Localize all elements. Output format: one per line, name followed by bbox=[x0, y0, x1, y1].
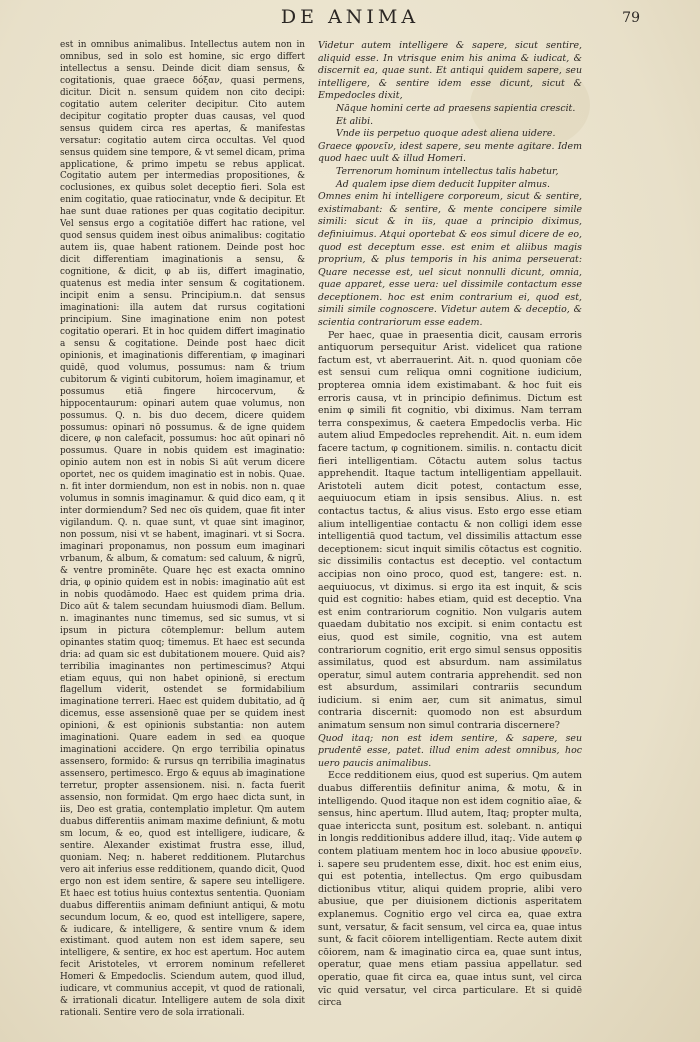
verse-line: Nāque homini certe ad praesens sapientia crescit. bbox=[336, 102, 576, 114]
verse-line: Terrenorum hominum intellectus talis habetur, bbox=[336, 165, 559, 177]
verse-line: Et alibi. bbox=[336, 115, 374, 127]
aristotle-text: Quod itaq; non est idem sentire, & sapere, seu prudentē esse, patet. illud enim adest omnibus, hoc uero paucis animalibus. bbox=[318, 732, 582, 769]
verse-line: Ad qualem ipse diem deducit Iuppiter almus. bbox=[336, 178, 550, 190]
page-header bbox=[0, 6, 700, 32]
aristotle-text: Videtur autem intelligere & sapere, sicut sentire, aliquid esse. In vtrisque enim his anima & iudicat, & discernit ea, quae sunt. Et antiqui quidem sapere, seu intelligere, & sentire idem esse dicunt, sicut & Empedocles dixit, bbox=[318, 40, 582, 102]
commentary-paragraph: est in omnibus animalibus. Intellectus autem non in omnibus, sed in solo est homine, sic ergo differt intellectus a sensu. Deinde dicit diam sensus, & cogitationis, quae graece δόξαν, quasi permens, dicitur. Dicit n. sensum quidem non cito decipi: cogitatio autem celeriter decipitur. Cito autem decipitur cogitatio propter duas causas, vel quod sensus quidem circa res apertas, & manifestas versatur: cogitatio autem circa occultas. Vel quod sensus quidem sine tempore, & vt semel dicam, prima applicatione, & primo impetu se rebus applicat. Cogitatio autem per intermedias propositiones, & coclusiones, ex quibus solet deceptio fieri. Sola est enim cogitatio, quae ratiocinatur, vnde & decipitur. Et hae sunt duae rationes per quas cogitatio decipitur. Vel sensus ergo a cogitatiōe differt hac ratione, vel quod sensus quidem inest oibus animalibus: cogitatio autem iis, quae habent rationem. Deinde post hoc dicit differentiam imaginationis a sensu, & cognitione, & dicit, φ ab iis, differt imaginatio, quatenus est media inter sensum & cogitationem. incipit enim a sensu. Principium.n. dat sensus imaginationi: illa autem dat rursus cogitationi principium. Sine imaginatione enim non potest cogitatio operari. Et in hoc quidem differt imaginatio a sensu & cogitatione. Deinde post haec dicit opinionis, et imaginationis differentiam, φ imaginari quidē, quod volumus, possumus: nam & trium cubitorum & viginti cubitorum, hoīem imaginamur, et possumus etiā fingere hircocervum, & hippocentaurum: opinari autem quae volumus, non possumus. Q. n. bis duo decem, dicere quidem possumus: opinari nō possumus. & de igne quidem dicere, φ non calefacit, possumus: hoc aūt opinari nō possumus. Quare in nobis quidem est imaginatio: opinio autem non est in nobis Si aūt verum dicere oportet, nec os quidem imaginatio est in nobis. Quae. n. fit inter dormiendum, non est in nobis. non n. quae volumus in somnis imaginamur. & quid dico eam, q it inter dormiendum? Sed nec oīs quidem, quae fit inter vigilandum. Q. n. quae sunt, vt quae sint imaginor, non possum, nisi vt se habent, imaginari. vt si Socra. imaginari proponamus, non possum eum imaginari vrbanum, & album, & comatum: sed caluum, & nigrū, & ventre prominēte. Quare hęc est exacta omnino dria, φ opinio quidem est in nobis: imaginatio aūt est in nobis quodāmodo. Haec est quidem prima dria. Dico aūt & talem secundam huiusmodi dīam. Bellum. n. imaginantes nunc timemus, sed sic sumus, vt si ipsum in pictura cōtemplemur: bellum autem opinantes statim quoq; timemus. Et haec est secunda dria: ad quam sic est dubitationem mouere. Quid ais? terribilia imaginantes non pertimescimus? Atqui etiam equus, qui non habet opinionē, si erectum flagellum viderit, ostendet se formidabilium imaginatione terreri. Haec est quidem dubitatio, ad q̃ dicemus, esse assensionē quae per se quidem inest opinioni, & est opinionis substantia: non autem imaginationi. Quare eadem in sed ea quoque imaginationi accidere. Qn ergo terribilia opinatus assensero, formido: & rursus qn terribilia imaginatus assensero, pertimesco. Ergo & equus ab imaginatione terretur, propter assensionem. nisi. n. facta fuerit assensio, non formidat. Qm ergo haec dicta sunt, in iis, Deo est gratia, contemplatio impletur. Qm autem duabus differentiis animam maxime definiunt, & motu sm locum, & eo, quod est intelligere, iudicare, & sentire. Alexander existimat frustra esse, illud, quoniam. Neq; n. haberet redditionem. Plutarchus vero ait inferius esse redditionem, quando dicit, Quod ergo non est idem sentire, & sapere seu intelligere. Et haec est totius huius contextus sententia. Quoniam duabus differentiis animam definiunt antiqui, & motu secundum locum, & eo, quod est intelligere, sapere, & iudicare, & intelligere, & sentire vnum & idem existimant. quod autem non est idem sapere, seu intelligere, & sentire, ex hoc est apertum. Hoc autem fecit Aristoteles, vt errorem nominum refelleret Homeri & Empedoclis. Sciendum autem, quod illud, iudicare, vt communius accepit, vt quod de rationali, & irrationali dicatur. Intelligere autem de sola dixit rationali. Sentire vero de sola irrationali. bbox=[60, 40, 305, 1019]
folio-number: 79 bbox=[622, 10, 640, 26]
commentary-paragraph: Ecce redditionem eius, quod est superius. Qm autem duabus differentiis definitur anima, & motu, & in intelligendo. Quod itaque non est idem cognitio aīae, & sensus, hinc apertum. Illud autem, Itaq; propter multa, quae intericcta sunt, positum est. solebant. n. antiqui in longis redditionibus addere illud, itaq;. Vide autem φ contem platiuam mentem hoc in loco abusiue φρονεῖν. i. sapere seu prudentem esse, dixit. hoc est enim eius, qui est potentia, intellectus. Qm ergo quibusdam dictionibus vtitur, aliqui quidem proprie, alibi vero abusiue, que per diuisionem dictionis asperitatem explanemus. Cognitio ergo vel circa ea, quae extra sunt, versatur, & facit sensum, vel circa ea, quae intus sunt, & facit cōiorem intelligentiam. Recte autem dixit cōiorem, nam & imaginatio circa ea, quae sunt intus, operatur, quae mens etiam passiua appellatur. sed operatio, quae fit circa ea, quae intus sunt, vel circa vīc quid versatur, vel circa particulare. Et si quidē circa bbox=[318, 770, 582, 1009]
commentary-paragraph: Per haec, quae in praesentia dicit, causam erroris antiquorum persequitur Arist. videlicet qua ratione factum est, vt aberrauerint. Ait. n. quod quoniam cōe est sensui cum reliqua omni cognitione iudicium, propterea omnia idem existimabant. & hoc fuit eis erroris causa, vt in principio definimus. Dictum est enim φ simili fit cognitio, vbi diximus. Nam terram terra conspeximus, & caetera Empedoclis verba. Hic autem aliud Empedocles reprehendit. Ait. n. eum idem facere tactum, φ cognitionem. similis. n. contactu dicit fieri intelligentiam. Cōtactu autem solus tactus apprehendit. Itaque tactum intelligentiam appellauit. Aristoteli autem dicit potest, contactum esse, aequiuocum etiam in ipsis sensibus. Alius. n. est contactus tactus, & alius visus. Esto ergo esse etiam alium intelligentiae contactu & non colligi idem esse intelligentiā quod tactum, vel dissimilis attactum esse deceptionem: sicut inquit similis cōtactus est cognitio. sic dissimilis contactus est deceptio. vel contactum accipias non oino proco, quod est, tangere: est. n. aequiuocus, vt diximus. si ergo ita est inquit, & scis quid est cognitio: habes etiam, quid est deceptio. Vna est enim contrariorum cognitio. Non vulgaris autem quaedam dubitatio nos excipit. si enim contactu est eius, quod est simile, cognitio, vna est autem contrariorum cognitio, erit ergo simul sensus oppositis assimilatus, quod est absurdum. nam assimilatus operatur, simul autem contraria apprehendit. sed non est absurdum, assimilari contrariis secundum iudicium. si enim aer, cum sit animatus, simul contraria discernit: quomodo non est absurdum animatum sensum non simul contraria discernere? bbox=[318, 329, 582, 732]
running-head: DE ANIMA bbox=[280, 6, 420, 28]
aristotle-text: Graece φρονεῖν, idest sapere, seu mente agitare. Idem quod haec uult & illud Homeri. bbox=[318, 140, 582, 165]
aristotle-text: Omnes enim hi intelligere corporeum, sicut & sentire, existimabant: & sentire, & mente concipere simile simili: sicut & in iis, quae a principio diximus, definiuimus. Atqui oportebat & eos simul dicere de eo, quod est deceptum esse. est enim et aliibus magis proprium, & plus temporis in his anima perseuerat: Quare necesse est, uel sicut nonnulli dicunt, omnia, quae apparet, esse uera: uel dissimile contactum esse deceptionem. hoc est enim contrarium ei, quod est, simili simile cognoscere. Videtur autem & deceptio, & scientia contrariorum esse eadem. bbox=[318, 191, 582, 329]
left-column bbox=[60, 40, 305, 1020]
verse-line: Vnde iis perpetuo quoque adest aliena uidere. bbox=[336, 128, 556, 140]
right-column bbox=[318, 40, 582, 1010]
